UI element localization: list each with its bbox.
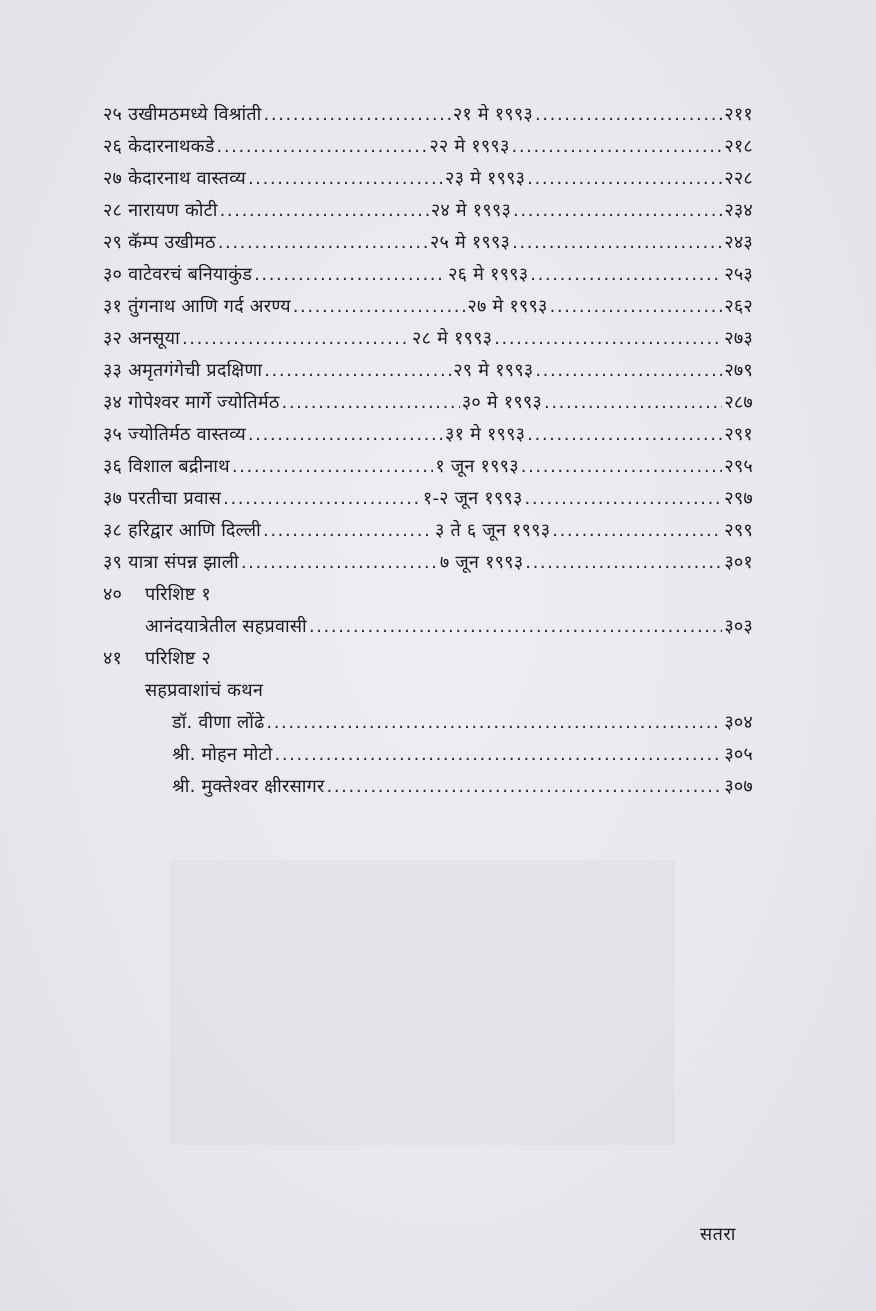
entry-title: श्री. मुक्तेश्वर क्षीरसागर <box>172 776 325 797</box>
appendix-title: परिशिष्ट २ <box>145 648 211 669</box>
toc-entry <box>103 134 753 164</box>
entry-title: गोपेश्वर मार्गे ज्योतिर्मठ <box>128 392 280 413</box>
appendix-1-heading <box>103 582 753 612</box>
dot-leader <box>550 296 723 317</box>
entry-number: ३५ <box>103 424 123 445</box>
entry-date: २४ मे १९९३ <box>430 200 512 221</box>
toc-entry <box>103 550 753 580</box>
dot-leader <box>264 360 451 381</box>
toc-entry <box>103 294 753 324</box>
toc-entry <box>103 390 753 420</box>
entry-page: २९७ <box>724 488 753 509</box>
entry-page: २११ <box>724 104 753 125</box>
toc-entry <box>103 198 753 228</box>
entry-page: ३०७ <box>724 776 753 797</box>
entry-page: ३०३ <box>724 616 753 637</box>
entry-page: २७३ <box>724 328 753 349</box>
entry-number: ३१ <box>103 296 123 317</box>
toc-entry <box>103 326 753 356</box>
entry-title: उखीमठमध्ये विश्रांती <box>128 104 262 125</box>
appendix-entry <box>145 614 753 644</box>
dot-leader <box>535 360 722 381</box>
appendix-entry <box>172 742 753 772</box>
entry-title: तुंगनाथ आणि गर्द अरण्य <box>128 296 291 317</box>
dot-leader <box>327 776 723 797</box>
toc-entry <box>103 230 753 260</box>
entry-page: २७९ <box>724 360 753 381</box>
entry-title: नारायण कोटी <box>128 200 218 221</box>
dot-leader <box>512 232 722 253</box>
entry-number: २५ <box>103 104 123 125</box>
entry-number: ३६ <box>103 456 123 477</box>
entry-number: २९ <box>103 232 123 253</box>
dot-leader <box>521 456 723 477</box>
dot-leader <box>552 520 722 541</box>
entry-number: ४१ <box>103 648 123 669</box>
entry-page: २२८ <box>724 168 753 189</box>
dot-leader <box>182 328 410 349</box>
entry-number: ३७ <box>103 488 123 509</box>
dot-leader <box>220 200 429 221</box>
dot-leader <box>535 104 722 125</box>
entry-number: ४० <box>103 584 123 605</box>
entry-date: २७ मे १९९३ <box>467 296 548 317</box>
entry-title: केदारनाथकडे <box>128 136 215 157</box>
entry-page: २३४ <box>724 200 753 221</box>
toc-entry <box>103 454 753 484</box>
appendix-title: परिशिष्ट १ <box>145 584 211 605</box>
entry-title: श्री. मोहन मोटो <box>172 744 273 765</box>
subheading-text: सहप्रवाशांचं कथन <box>145 680 264 701</box>
entry-number: ३२ <box>103 328 123 349</box>
entry-date: ३० मे १९९३ <box>461 392 542 413</box>
dot-leader <box>217 136 428 157</box>
entry-title: डॉ. वीणा लोंढे <box>172 712 265 733</box>
appendix-subheading <box>145 678 753 708</box>
dot-leader <box>254 264 446 285</box>
entry-number: ३० <box>103 264 123 285</box>
entry-date: २८ मे १९९३ <box>412 328 493 349</box>
dot-leader <box>282 392 460 413</box>
entry-page: ३०५ <box>724 744 753 765</box>
dot-leader <box>513 200 722 221</box>
toc-entry <box>103 422 753 452</box>
toc-entry <box>103 166 753 196</box>
dot-leader <box>293 296 466 317</box>
dot-leader <box>309 616 722 637</box>
entry-date: २२ मे १९९३ <box>429 136 510 157</box>
dot-leader <box>527 424 722 445</box>
dot-leader <box>512 136 723 157</box>
entry-date: ३ ते ६ जून १९९३ <box>435 520 551 541</box>
toc-entry <box>103 358 753 388</box>
dot-leader <box>223 488 421 509</box>
entry-page: २६२ <box>724 296 753 317</box>
dot-leader <box>263 520 433 541</box>
entry-title: हरिद्वार आणि दिल्ली <box>128 520 261 541</box>
dot-leader <box>232 456 434 477</box>
entry-page: २८७ <box>724 392 753 413</box>
entry-date: २९ मे १९९३ <box>453 360 534 381</box>
entry-date: ७ जून १९९३ <box>439 552 524 573</box>
appendix-2-heading <box>103 646 753 676</box>
dot-leader <box>527 168 722 189</box>
entry-date: २१ मे १९९३ <box>452 104 533 125</box>
toc-entry <box>103 262 753 292</box>
toc-entry <box>103 486 753 516</box>
page-number-footer: सतरा <box>700 1224 736 1245</box>
entry-number: ३९ <box>103 552 123 573</box>
entry-date: २६ मे १९९३ <box>448 264 529 285</box>
entry-page: २१८ <box>724 136 753 157</box>
entry-number: ३४ <box>103 392 123 413</box>
entry-date: ३१ मे १९९३ <box>445 424 526 445</box>
dot-leader <box>525 552 722 573</box>
dot-leader <box>248 424 443 445</box>
entry-title: आनंदयात्रेतील सहप्रवासी <box>145 616 307 637</box>
appendix-entry <box>172 774 753 804</box>
toc-entry <box>103 102 753 132</box>
entry-number: २६ <box>103 136 123 157</box>
entry-title: ज्योतिर्मठ वास्तव्य <box>128 424 246 445</box>
entry-page: २९१ <box>724 424 753 445</box>
dot-leader <box>248 168 443 189</box>
entry-page: २९५ <box>724 456 753 477</box>
entry-date: १-२ जून १९९३ <box>422 488 523 509</box>
entry-number: ३३ <box>103 360 123 381</box>
entry-page: २४३ <box>724 232 753 253</box>
appendix-entry <box>172 710 753 740</box>
show-through-image <box>170 860 675 1145</box>
entry-page: २५३ <box>724 264 753 285</box>
entry-number: ३८ <box>103 520 123 541</box>
dot-leader <box>241 552 438 573</box>
entry-page: ३०४ <box>724 712 753 733</box>
entry-title: कॅम्प उखीमठ <box>128 232 216 253</box>
entry-title: अनसूया <box>128 328 180 349</box>
dot-leader <box>218 232 428 253</box>
dot-leader <box>275 744 723 765</box>
entry-page: ३०१ <box>724 552 753 573</box>
entry-number: २८ <box>103 200 123 221</box>
dot-leader <box>544 392 722 413</box>
entry-date: १ जून १९९३ <box>435 456 519 477</box>
entry-title: वाटेवरचं बनियाकुंड <box>128 264 253 285</box>
dot-leader <box>264 104 451 125</box>
entry-title: अमृतगंगेची प्रदक्षिणा <box>128 360 263 381</box>
entry-title: यात्रा संपन्न झाली <box>128 552 239 573</box>
entry-page: २९९ <box>724 520 753 541</box>
entry-date: २५ मे १९९३ <box>429 232 511 253</box>
entry-number: २७ <box>103 168 123 189</box>
dot-leader <box>494 328 722 349</box>
entry-title: केदारनाथ वास्तव्य <box>128 168 246 189</box>
dot-leader <box>266 712 722 733</box>
entry-title: परतीचा प्रवास <box>128 488 222 509</box>
toc-entry <box>103 518 753 548</box>
entry-title: विशाल बद्रीनाथ <box>128 456 230 477</box>
entry-date: २३ मे १९९३ <box>445 168 526 189</box>
dot-leader <box>525 488 723 509</box>
dot-leader <box>530 264 722 285</box>
